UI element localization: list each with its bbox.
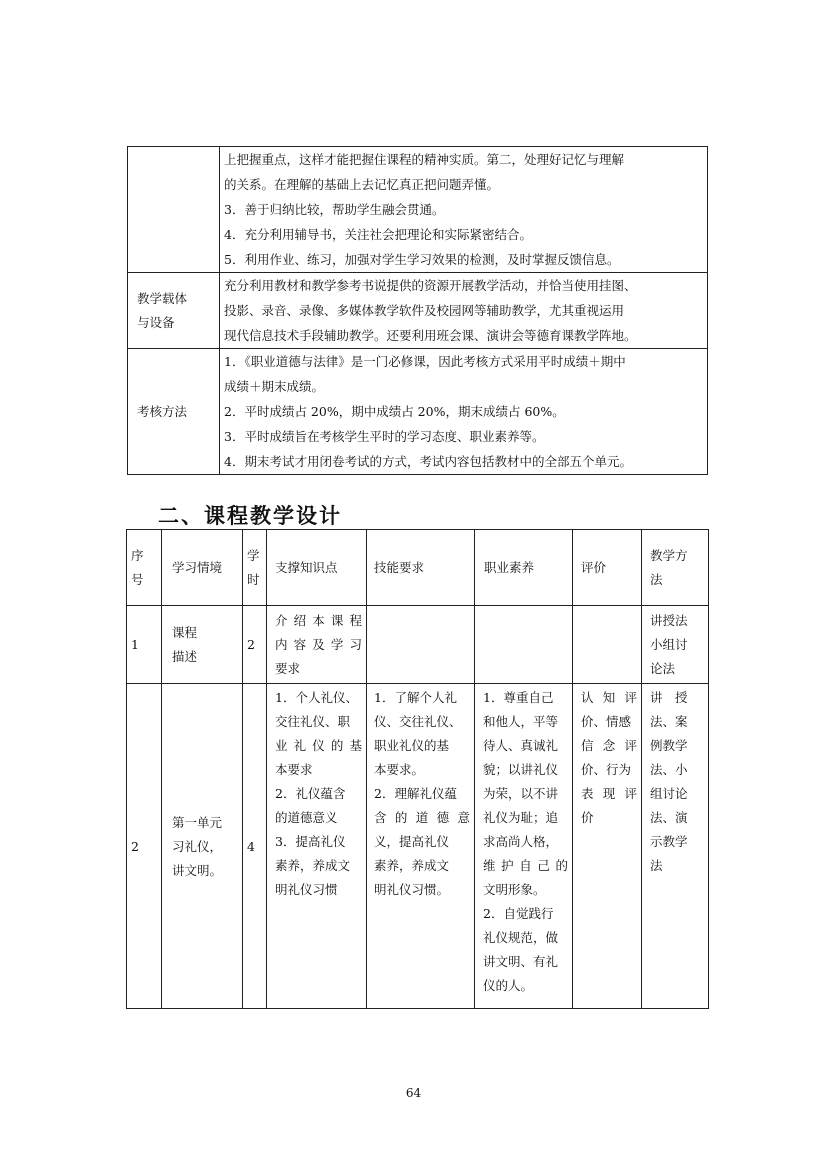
content-line: 1．《职业道德与法律》是一门必修课，因此考核方式采用平时成绩＋期中 (224, 354, 626, 369)
cell-seq: 2 (127, 684, 162, 1009)
cell-line: 法 (650, 858, 663, 873)
cell-line: 1．尊重自己 (483, 690, 554, 705)
cell-line: 第一单元 (172, 815, 223, 830)
cell-line: 待人、真诚礼 (483, 738, 559, 753)
cell-line: 表现评 (581, 786, 637, 801)
cell-line: 讲文明、有礼 (483, 954, 559, 969)
header-row (127, 530, 709, 606)
cell-line: 要求 (275, 660, 301, 676)
content-line: 3．平时成绩旨在考核学生平时的学习态度、职业素养等。 (224, 429, 545, 444)
label-line: 与设备 (137, 314, 175, 330)
cell-line: 2．礼仪蕴含 (275, 786, 346, 801)
row-content (220, 147, 708, 273)
cell-line: 讲文明。 (172, 863, 223, 878)
header-line: 法 (650, 571, 663, 587)
cell-line: 法、小 (650, 762, 688, 777)
content-line: 2．平时成绩占 20%，期中成绩占 20%，期末成绩占 60%。 (224, 404, 565, 419)
cell-method (642, 606, 709, 684)
cell-line: 价、情感 (581, 714, 632, 729)
row-content (220, 273, 708, 349)
content-line: 上把握重点，这样才能把握住课程的精神实质。第二，处理好记忆与理解 (224, 152, 625, 167)
cell-line: 例教学 (650, 738, 688, 753)
cell-line: 内容及学习 (275, 636, 362, 652)
cell-line: 小组讨 (650, 636, 688, 652)
cell-seq: 1 (127, 606, 162, 684)
table-row (128, 349, 708, 475)
cell-hours: 4 (243, 684, 267, 1009)
cell-line: 价 (581, 810, 594, 825)
header-evaluation: 评价 (573, 530, 642, 606)
cell-line: 礼仪为耻；追 (483, 810, 559, 825)
cell-line: 信念评 (581, 738, 637, 753)
row-label (128, 147, 220, 273)
course-design-table (126, 529, 709, 1009)
header-seq (127, 530, 162, 606)
cell-literacy (475, 684, 573, 1009)
header-line: 号 (131, 571, 144, 587)
cell-line: 的道德意义 (275, 810, 338, 825)
header-literacy: 职业素养 (475, 530, 573, 606)
row-content (220, 349, 708, 475)
content-line: 5．利用作业、练习，加强对学生学习效果的检测，及时掌握反馈信息。 (224, 252, 620, 267)
cell-line: 2．理解礼仪蕴 (374, 786, 457, 801)
header-line: 学 (247, 547, 260, 563)
content-line: 投影、录音、录像、多媒体教学软件及校园网等辅助教学，尤其重视运用 (224, 303, 625, 318)
cell-line: 示教学 (650, 834, 688, 849)
header-line: 时 (247, 571, 260, 587)
label-line: 教学载体 (137, 290, 188, 306)
cell-line: 仪的人。 (483, 978, 534, 993)
cell-method (642, 684, 709, 1009)
cell-line: 习礼仪， (172, 839, 223, 854)
page-number: 64 (405, 1086, 422, 1100)
header-skill: 技能要求 (367, 530, 475, 606)
content-line: 充分利用教材和教学参考书说提供的资源开展教学活动，并恰当使用挂图、 (224, 278, 637, 293)
content-line: 成绩＋期末成绩。 (224, 379, 325, 394)
row-label-assessment: 考核方法 (128, 349, 220, 475)
cell-line: 法、演 (650, 810, 688, 825)
cell-line: 含的道德意 (374, 810, 470, 825)
cell-line: 价、行为 (581, 762, 632, 777)
header-hours (243, 530, 267, 606)
row-label-teaching-equipment (128, 273, 220, 349)
cell-line: 仪、交往礼仪、 (374, 714, 462, 729)
cell-line: 1．了解个人礼 (374, 690, 457, 705)
cell-line: 1．个人礼仪、 (275, 690, 358, 705)
cell-line: 3．提高礼仪 (275, 834, 346, 849)
content-line: 4．期末考试才用闭卷考试的方式，考试内容包括教材中的全部五个单元。 (224, 454, 632, 469)
cell-line: 认知评 (581, 690, 637, 705)
cell-line: 礼仪规范，做 (483, 930, 559, 945)
cell-line: 本要求。 (374, 762, 425, 777)
cell-line: 2．自觉践行 (483, 906, 554, 921)
cell-situation (162, 606, 243, 684)
cell-line: 课程 (172, 624, 198, 640)
cell-skill (367, 684, 475, 1009)
cell-line: 描述 (172, 648, 198, 664)
table-row (128, 273, 708, 349)
cell-literacy (475, 606, 573, 684)
course-info-table (127, 146, 708, 475)
cell-line: 和他人，平等 (483, 714, 559, 729)
header-line: 教学方 (650, 547, 688, 563)
cell-line: 本要求 (275, 762, 313, 777)
cell-line: 明礼仪习惯。 (374, 882, 450, 897)
cell-line: 职业礼仪的基 (374, 738, 450, 753)
header-situation: 学习情境 (162, 530, 243, 606)
cell-line: 求高尚人格， (483, 834, 559, 849)
content-line: 4．充分利用辅导书，关注社会把理论和实际紧密结合。 (224, 227, 532, 242)
cell-line: 介绍本课程 (275, 612, 362, 628)
cell-situation (162, 684, 243, 1009)
section-heading: 二、课程教学设计 (158, 504, 342, 528)
cell-line: 文明形象。 (483, 882, 546, 897)
cell-line: 维护自己的 (483, 858, 568, 873)
cell-evaluation (573, 606, 642, 684)
cell-line: 素养，养成文 (374, 858, 450, 873)
content-line: 的关系。在理解的基础上去记忆真正把问题弄懂。 (224, 177, 500, 192)
content-line: 3．善于归纳比较，帮助学生融会贯通。 (224, 202, 445, 217)
cell-evaluation (573, 684, 642, 1009)
cell-hours: 2 (243, 606, 267, 684)
table-row (128, 147, 708, 273)
cell-knowledge (267, 606, 367, 684)
cell-line: 为荣，以不讲 (483, 786, 559, 801)
cell-line: 明礼仪习惯 (275, 882, 338, 897)
cell-line: 论法 (650, 660, 676, 676)
cell-line: 讲授法 (650, 612, 688, 628)
cell-line: 讲 授 (650, 690, 688, 705)
content-line: 现代信息技术手段辅助教学。还要利用班会课、演讲会等德育课教学阵地。 (224, 328, 637, 343)
table-row (127, 684, 709, 1009)
cell-line: 法、案 (650, 714, 688, 729)
cell-line: 交往礼仪、职 (275, 714, 351, 729)
header-knowledge: 支撑知识点 (267, 530, 367, 606)
header-method (642, 530, 709, 606)
cell-line: 貌；以讲礼仪 (483, 762, 559, 777)
cell-knowledge (267, 684, 367, 1009)
header-line: 序 (131, 547, 144, 563)
cell-line: 组讨论 (650, 786, 688, 801)
table-row (127, 606, 709, 684)
cell-line: 义，提高礼仪 (374, 834, 450, 849)
cell-line: 素养，养成文 (275, 858, 351, 873)
cell-line: 业礼仪的基 (275, 738, 362, 753)
cell-skill (367, 606, 475, 684)
